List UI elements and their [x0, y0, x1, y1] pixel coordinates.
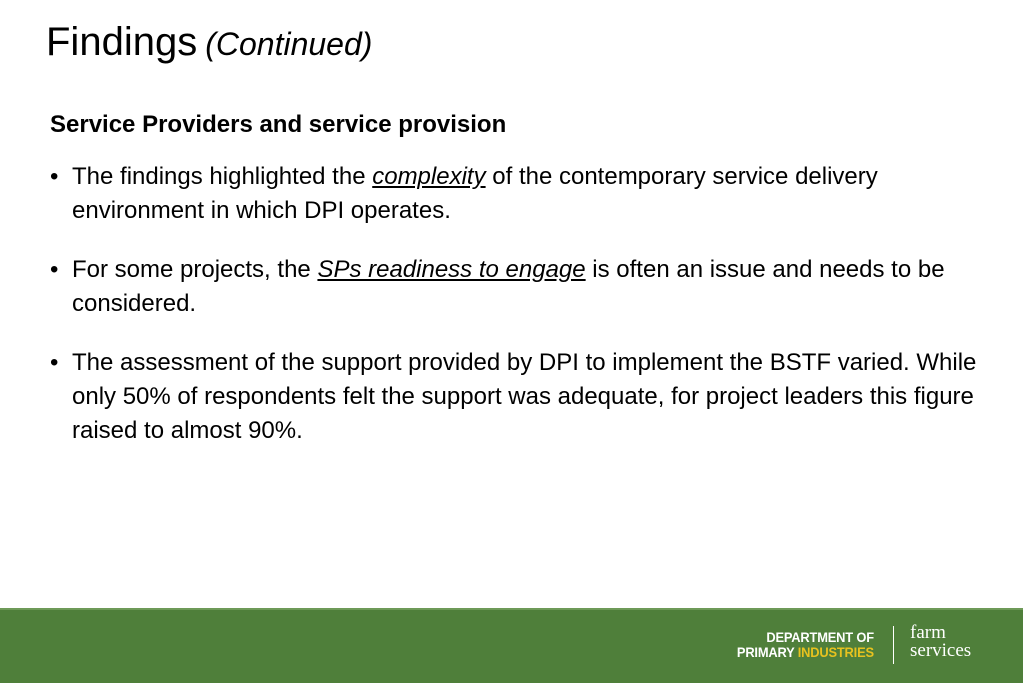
bullet-dot: • [50, 349, 59, 376]
bullet-dot: • [50, 163, 59, 190]
bullet-list [50, 160, 980, 448]
farm-services-line2: services [910, 640, 972, 661]
slide-content [50, 108, 980, 473]
department-logo-industries: INDUSTRIES [797, 644, 874, 660]
logo-divider [893, 626, 894, 664]
department-logo [737, 630, 874, 660]
bullet-text-before: For some projects, the [72, 256, 318, 283]
section-heading: Service Providers and service provision [50, 111, 507, 138]
bullet-item [50, 160, 980, 228]
bullet-text-before: The findings highlighted the [72, 163, 373, 190]
bullet-text-after: of the contemporary service delivery environment in which DPI operates. [72, 163, 878, 224]
slide-title [46, 16, 372, 70]
department-logo-line2 [737, 645, 874, 660]
footer-bar [0, 608, 1023, 683]
title-suffix: (Continued) [205, 26, 373, 62]
department-logo-line1: DEPARTMENT OF [766, 629, 874, 645]
bullet-text-before: The assessment of the support provided by DPI to implement the BSTF varied. While only 50% of respondents felt the support was adequate, for project leaders this figure raised to almost 90%. [72, 349, 977, 444]
farm-services-logo [910, 624, 971, 660]
bullet-dot: • [50, 256, 59, 283]
farm-services-line1: farm [910, 622, 946, 643]
department-logo-primary: PRIMARY [737, 644, 795, 660]
bullet-emphasis: complexity [372, 163, 486, 190]
bullet-text-after: is often an issue and needs to be considered. [72, 256, 945, 317]
title-text: Findings [46, 20, 198, 64]
bullet-item [50, 346, 980, 448]
bullet-emphasis: SPs readiness to engage [317, 256, 586, 283]
bullet-item [50, 253, 980, 321]
